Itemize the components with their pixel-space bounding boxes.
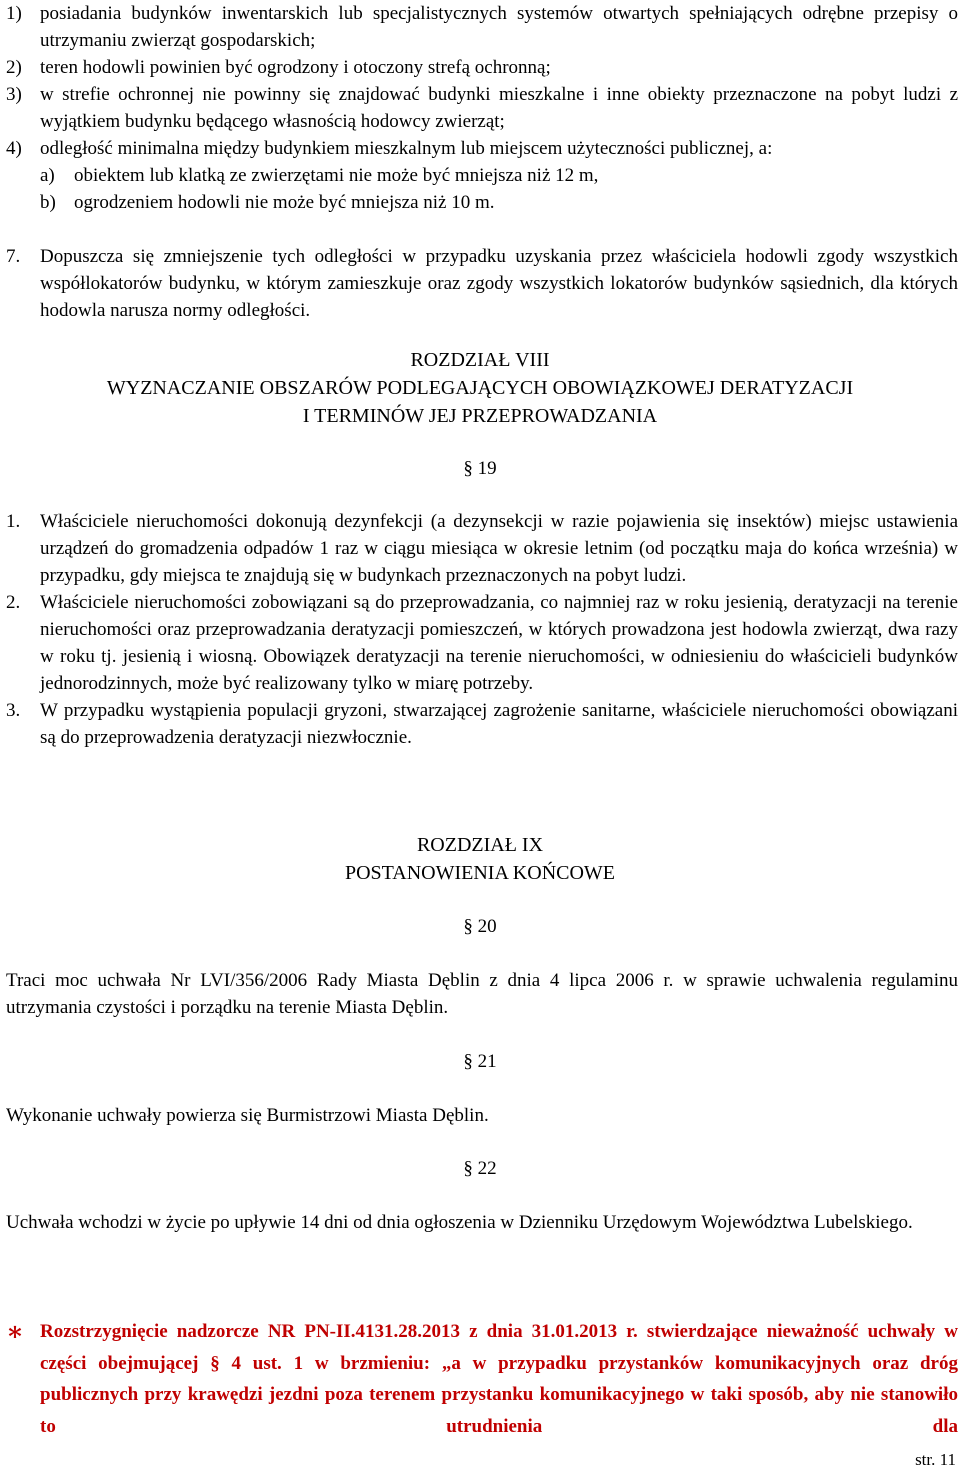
- paragraph-mark-21: § 21: [463, 1051, 497, 1072]
- chapter-title-line: WYZNACZANIE OBSZARÓW PODLEGAJĄCYCH OBOWIĄZKOWEJ DERATYZACJI: [106, 377, 854, 399]
- list-item: 1) posiadania budynków inwentarskich lub specjalistycznych systemów otwartych spełniających odrębne przepisy o utrzymaniu zwierząt gospodarskich;: [6, 3, 958, 51]
- sub-list-item: a) obiektem lub klatką ze zwierzętami nie może być mniejsza niż 12 m,: [40, 165, 599, 186]
- paragraph-20-text: Traci moc uchwała Nr LVI/356/2006 Rady Miasta Dęblin z dnia 4 lipca 2006 r. w sprawie uchwalenia regulaminu utrzymania czystości i porządku na terenie Miasta Dęblin.: [6, 970, 958, 1018]
- list-item: 3) w strefie ochronnej nie powinny się znajdować budynki mieszkalne i inne obiekty przeznaczone na pobyt ludzi z wyjątkiem budynku będącego własnością hodowcy zwierząt;: [6, 84, 958, 132]
- list-item-text: Właściciele nieruchomości dokonują dezynfekcji (a dezynsekcji w razie pojawienia się insektów) miejsc ustawienia urządzeń do gromadzenia odpadów 1 raz w ciągu miesiąca w okresie letnim (od początku maja do końca września) w przypadku, gdy miejsca te znajdują się w budynkach przeznaczonych na pobyt ludzi.: [40, 511, 958, 586]
- paragraph-19-list: [6, 508, 958, 751]
- list-item-text: odległość minimalna między budynkiem mieszkalnym lub miejscem użyteczności publicznej, a:: [40, 138, 773, 159]
- sub-item-text: obiektem lub klatką ze zwierzętami nie może być mniejsza niż 12 m,: [74, 165, 599, 186]
- list-item: 4) odległość minimalna między budynkiem mieszkalnym lub miejscem użyteczności publicznej, a: a) obiektem lub klatką ze zwierzętami nie może być mniejsza niż 12 m, b) ogrodzeniem hodowli nie może być mniejsza niż 10 m.: [6, 135, 958, 216]
- list-item-text: w strefie ochronnej nie powinny się znajdować budynki mieszkalne i inne obiekty przeznaczone na pobyt ludzi z wyjątkiem budynku będącego własnością hodowcy zwierząt;: [40, 84, 958, 132]
- point-7: [6, 243, 958, 324]
- list-item: 1. Właściciele nieruchomości dokonują dezynfekcji (a dezynsekcji w razie pojawienia się insektów) miejsc ustawienia urządzeń do gromadzenia odpadów 1 raz w ciągu miesiąca w okresie letnim (od początku maja do końca września) w przypadku, gdy miejsca te znajdują się w budynkach przeznaczonych na pobyt ludzi.: [6, 511, 958, 586]
- chapter-title-line: I TERMINÓW JEJ PRZEPROWADZANIA: [302, 405, 658, 427]
- list-item: 7. Dopuszcza się zmniejszenie tych odległości w przypadku uzyskania przez właściciela hodowli zgody wszystkich współlokatorów budynku, w którym zamieszkuje oraz zgody wszystkich lokatorów budynków sąsiednich, dla których hodowla narusza normy odległości.: [6, 246, 958, 321]
- list-item-text: posiadania budynków inwentarskich lub specjalistycznych systemów otwartych spełniających odrębne przepisy o utrzymaniu zwierząt gospodarskich;: [40, 3, 958, 51]
- chapter-9-heading: [0, 831, 960, 887]
- chapter-number: ROZDZIAŁ VIII: [410, 349, 550, 371]
- list-item: 2. Właściciele nieruchomości zobowiązani są do przeprowadzania, co najmniej raz w roku jesienią, deratyzacji na terenie nieruchomości oraz przeprowadzania deratyzacji pomieszczeń, w których prowadzona jest hodowla zwierząt, dwa razy w roku tj. jesienią i wiosną. Obowiązek deratyzacji na terenie nieruchomości, w odniesieniu do właścicieli budynków jednorodzinnych, może być realizowany tylko w miarę potrzeby.: [6, 592, 958, 694]
- asterisk-icon: ∗: [6, 1317, 24, 1346]
- top-list: [6, 0, 958, 216]
- chapter-8-heading: [0, 346, 960, 430]
- paragraph-mark-22: § 22: [463, 1158, 497, 1179]
- page-number: str. 11: [915, 1450, 956, 1469]
- note-text: Rozstrzygnięcie nadzorcze NR PN-II.4131.28.2013 z dnia 31.01.2013 r. stwierdzające nieważność uchwały w części obejmującej § 4 ust. 1 w brzmieniu: „a w przypadku przystanków komunikacyjnych oraz dróg publicznych przy krawędzi jezdni poza terenem przystanku komunikacyjnego w taki sposób, aby nie stanowiło to utrudnienia dla: [40, 1321, 958, 1437]
- paragraph-22-text: Uchwała wchodzi w życie po upływie 14 dni od dnia ogłoszenia w Dzienniku Urzędowym Województwa Lubelskiego.: [6, 1212, 913, 1233]
- list-item: 2) teren hodowli powinien być ogrodzony i otoczony strefą ochronną;: [6, 57, 551, 78]
- sub-list-item: b) ogrodzeniem hodowli nie może być mniejsza niż 10 m.: [40, 192, 495, 213]
- chapter-number: ROZDZIAŁ IX: [416, 834, 544, 856]
- sub-item-text: ogrodzeniem hodowli nie może być mniejsza niż 10 m.: [74, 192, 495, 213]
- list-item-text: W przypadku wystąpienia populacji gryzoni, stwarzającej zagrożenie sanitarne, właściciele nieruchomości obowiązani są do przeprowadzenia deratyzacji niezwłocznie.: [40, 700, 958, 748]
- paragraph-21-text: Wykonanie uchwały powierza się Burmistrzowi Miasta Dęblin.: [6, 1105, 489, 1126]
- list-item-text: Dopuszcza się zmniejszenie tych odległości w przypadku uzyskania przez właściciela hodowli zgody wszystkich współlokatorów budynku, w którym zamieszkuje oraz zgody wszystkich lokatorów budynków sąsiednich, dla których hodowla narusza normy odległości.: [40, 246, 958, 321]
- list-item-text: teren hodowli powinien być ogrodzony i otoczony strefą ochronną;: [40, 57, 551, 78]
- supervisory-ruling-note: [6, 1316, 958, 1442]
- list-item: 3. W przypadku wystąpienia populacji gryzoni, stwarzającej zagrożenie sanitarne, właściciele nieruchomości obowiązani są do przeprowadzenia deratyzacji niezwłocznie.: [6, 700, 958, 748]
- paragraph-mark-19: § 19: [463, 458, 497, 479]
- chapter-title-line: POSTANOWIENIA KOŃCOWE: [344, 862, 616, 884]
- list-item-text: Właściciele nieruchomości zobowiązani są do przeprowadzania, co najmniej raz w roku jesienią, deratyzacji na terenie nieruchomości oraz przeprowadzania deratyzacji pomieszczeń, w których prowadzona jest hodowla zwierząt, dwa razy w roku tj. jesienią i wiosną. Obowiązek deratyzacji na terenie nieruchomości, w odniesieniu do właścicieli budynków jednorodzinnych, może być realizowany tylko w miarę potrzeby.: [40, 592, 958, 694]
- paragraph-mark-20: § 20: [463, 916, 497, 937]
